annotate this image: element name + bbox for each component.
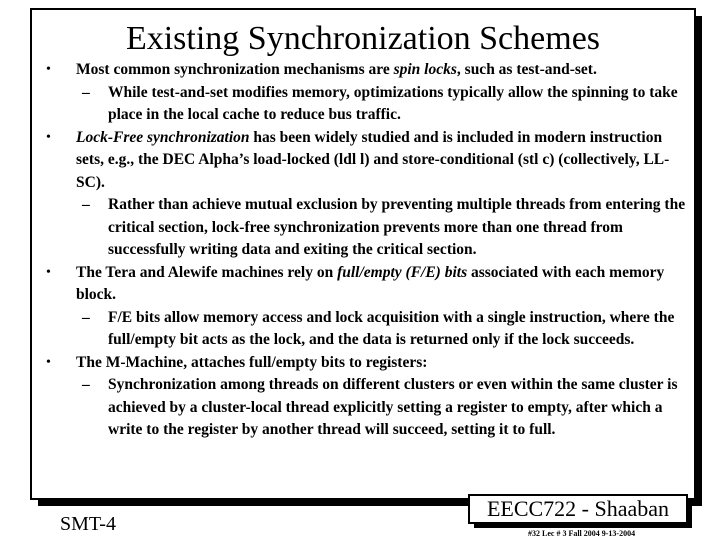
sub-bullet-item	[46, 194, 692, 262]
bullet-text: has been widely studied and is included in modern instruction sets, e.g., the DEC Alpha’s load-locked (ldl l) and store-conditional (stl c) (collectively, LL-SC).	[76, 128, 670, 191]
footer-slide-info: #32 Lec # 3 Fall 2004 9-13-2004	[528, 529, 636, 538]
sub-bullet-item	[46, 82, 692, 127]
bullet-text: Most common synchronization mechanisms are	[76, 61, 394, 78]
sub-bullet-dash: –	[82, 308, 90, 326]
bullet-text: The Tera and Alewife machines rely on	[76, 263, 338, 281]
sub-bullet-text: F/E bits allow memory access and lock acquisition with a single instruction, where the full/empty bit acts as the lock, and the data is returned only if the lock succeeds.	[108, 308, 675, 348]
bullet-item	[46, 127, 692, 195]
slide-title: Existing Synchronization Schemes	[125, 20, 601, 57]
bullet-dot: •	[46, 264, 51, 280]
slide-content	[46, 59, 692, 442]
footer-course-label: SMT-4	[60, 513, 116, 535]
sub-bullet-text: While test-and-set modifies memory, optimizations typically allow the spinning to take place in the local cache to reduce bus traffic.	[108, 83, 678, 123]
bullet-dot: •	[46, 62, 51, 77]
footer-course-box: EECC722 - Shaaban	[468, 494, 688, 524]
sub-bullet-item	[46, 374, 692, 442]
sub-bullet-item	[46, 307, 692, 352]
bullet-text: The M-Machine, attaches full/empty bits to registers:	[76, 353, 428, 371]
bullet-dot: •	[46, 129, 51, 145]
bullet-item	[46, 59, 692, 82]
sub-bullet-dash: –	[82, 196, 90, 213]
bullet-emphasis: Lock-Free synchronization	[76, 128, 250, 146]
bullet-emphasis: full/empty (F/E) bits	[337, 263, 468, 281]
bullet-item	[46, 262, 692, 307]
sub-bullet-text: Synchronization among threads on different clusters or even within the same cluster is achieved by a cluster-local thread explicitly setting a register to empty, after which a write to the register by another thread will succeed, setting it to full.	[108, 376, 678, 438]
sub-bullet-text: Rather than achieve mutual exclusion by preventing multiple threads from entering the critical section, lock-free synchronization prevents more than one thread from successfully writing data and exiting the critical section.	[108, 196, 686, 258]
bullet-text: , such as test-and-set.	[456, 61, 597, 78]
sub-bullet-dash: –	[82, 83, 90, 101]
bullet-text: associated with each memory block.	[76, 263, 665, 303]
bullet-item	[46, 352, 692, 375]
sub-bullet-dash: –	[82, 376, 90, 393]
bullet-dot: •	[46, 354, 51, 370]
bullet-emphasis: spin locks	[393, 61, 457, 78]
